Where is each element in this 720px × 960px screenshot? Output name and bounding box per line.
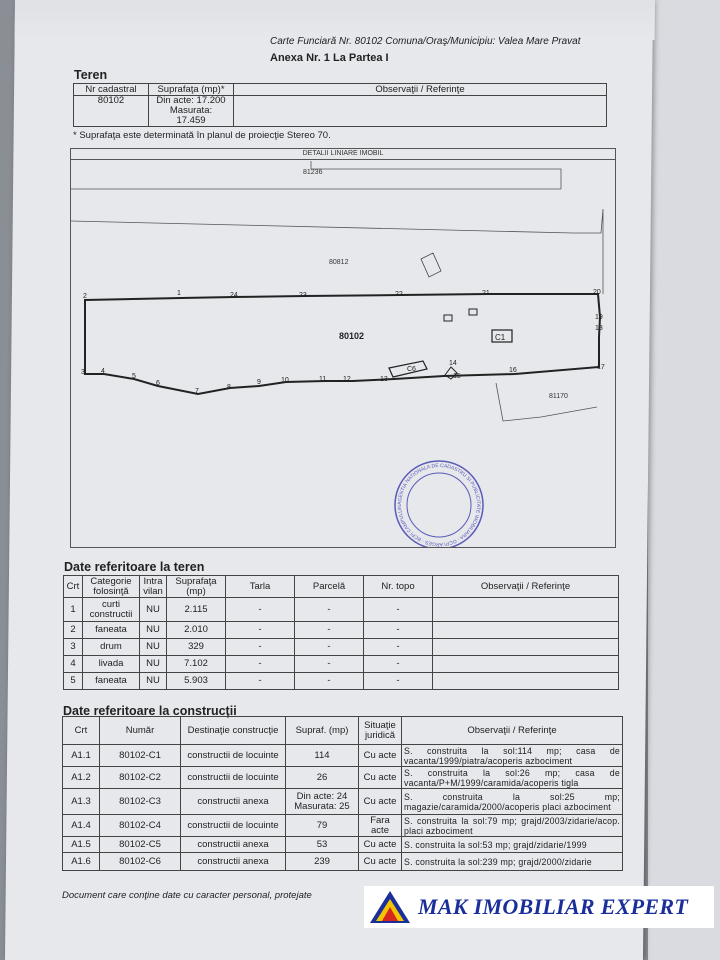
cell-obs: S. construita la sol:239 mp; grajd/2000/zidarie	[402, 853, 623, 871]
cell-obs	[433, 673, 619, 690]
teren-table	[73, 83, 607, 127]
cell-destinatie: constructii anexa	[181, 837, 286, 853]
point-labels	[81, 289, 605, 395]
cell-obs: S. construita la sol:114 mp; casa de vacanta/1999/piatra/acoperis azbociment	[402, 745, 623, 767]
constructie-row	[63, 815, 623, 837]
point-21: 21	[482, 290, 490, 297]
cell-obs: S. construita la sol:25 mp; magazie/caramida/2000/acoperis placi azbociment	[402, 789, 623, 815]
suprafata-cell	[149, 96, 234, 127]
cell-obs: S. construita la sol:79 mp; grajd/2003/zidarie/acop. placi azbociment	[402, 815, 623, 837]
adjacent-page	[648, 0, 720, 960]
point-23: 23	[299, 292, 307, 299]
carte-funciara-header: Carte Funciară Nr. 80102 Comuna/Oraş/Municipiu: Valea Mare Pravat	[270, 36, 581, 47]
building-c4	[469, 309, 477, 315]
cell-parcela: -	[295, 598, 364, 622]
point-15: 15	[453, 373, 461, 380]
cell-categorie: drum	[83, 639, 140, 656]
cell-topo: -	[364, 598, 433, 622]
point-1: 1	[177, 290, 181, 297]
point-4: 4	[101, 368, 105, 375]
point-5: 5	[132, 373, 136, 380]
cell-intravilan: NU	[140, 598, 167, 622]
cell-obs	[433, 639, 619, 656]
cell-crt: A1.4	[63, 815, 100, 837]
cell-categorie: faneata	[83, 622, 140, 639]
point-3: 3	[81, 369, 85, 376]
point-6: 6	[156, 380, 160, 387]
cell-situatie: Cu acte	[359, 837, 402, 853]
cell-topo: -	[364, 673, 433, 690]
cell-parcela: -	[295, 622, 364, 639]
col-observatii: Observaţii / Referinţe	[433, 576, 619, 598]
cell-topo: -	[364, 656, 433, 673]
constructie-row	[63, 745, 623, 767]
col-observatii: Observaţii / Referinţe	[402, 717, 623, 745]
col-crt: Crt	[64, 576, 83, 598]
col-observatii: Observaţii / Referinţe	[234, 84, 607, 96]
cell-tarla: -	[226, 639, 295, 656]
col-suprafata: Suprafaţa (mp)*	[149, 84, 234, 96]
building-c3	[444, 315, 452, 321]
label-81170: 81170	[549, 393, 568, 400]
point-24: 24	[230, 292, 238, 299]
date-constructii-table	[62, 716, 623, 871]
cell-situatie: Cu acte	[359, 767, 402, 789]
cell-categorie: faneata	[83, 673, 140, 690]
plan-title: DETALII LINIARE IMOBIL	[71, 149, 615, 160]
cell-tarla: -	[226, 598, 295, 622]
building-80812	[421, 253, 441, 277]
cell-crt: A1.2	[63, 767, 100, 789]
constructie-row	[63, 767, 623, 789]
plan-svg	[71, 149, 615, 547]
constructie-row	[63, 837, 623, 853]
cell-situatie: Cu acte	[359, 745, 402, 767]
cell-obs	[433, 656, 619, 673]
teren-table-row	[64, 598, 619, 622]
point-20: 20	[593, 289, 601, 296]
point-14: 14	[449, 360, 457, 367]
point-12: 12	[343, 376, 351, 383]
col-suprafata: Suprafaţa (mp)	[167, 576, 226, 598]
cell-crt: 1	[64, 598, 83, 622]
constructie-row	[63, 853, 623, 871]
cell-crt: 2	[64, 622, 83, 639]
col-destinatie: Destinaţie construcţie	[181, 717, 286, 745]
line-80812-east	[573, 209, 603, 294]
cell-tarla: -	[226, 673, 295, 690]
cell-destinatie: constructii de locuinte	[181, 745, 286, 767]
brand-logo[interactable]	[364, 886, 714, 928]
point-17: 17	[597, 364, 605, 371]
cell-crt: A1.6	[63, 853, 100, 871]
point-2: 2	[83, 293, 87, 300]
date-teren-header-row	[64, 576, 619, 598]
suprafata-acte: Din acte: 17.200	[156, 95, 226, 106]
point-9: 9	[257, 379, 261, 386]
col-topo: Nr. topo	[364, 576, 433, 598]
stamp-outer	[395, 461, 483, 547]
col-crt: Crt	[63, 717, 100, 745]
point-13: 13	[380, 376, 388, 383]
cell-suprafata: 2.115	[167, 598, 226, 622]
brand-triangle-icon	[368, 889, 412, 925]
teren-table-row	[64, 622, 619, 639]
date-constructii-header-row	[63, 717, 623, 745]
cell-numar: 80102-C1	[100, 745, 181, 767]
anexa-title: Anexa Nr. 1 La Partea I	[270, 52, 389, 64]
date-constructii-title: Date referitoare la construcţii	[63, 704, 237, 718]
point-11: 11	[319, 376, 327, 383]
cell-crt: 5	[64, 673, 83, 690]
boundary-81170	[496, 383, 597, 421]
teren-observatii-value	[234, 96, 607, 127]
cell-destinatie: constructii anexa	[181, 789, 286, 815]
teren-table-row	[64, 639, 619, 656]
label-81236: 81236	[303, 169, 323, 176]
label-80102: 80102	[339, 331, 365, 341]
cell-crt: A1.5	[63, 837, 100, 853]
cell-obs: S. construita la sol:53 mp; grajd/zidarie/1999	[402, 837, 623, 853]
cell-parcela: -	[295, 639, 364, 656]
cell-intravilan: NU	[140, 673, 167, 690]
col-categorie: Categorie folosinţă	[83, 576, 140, 598]
cell-intravilan: NU	[140, 622, 167, 639]
cell-destinatie: constructii de locuinte	[181, 815, 286, 837]
cell-numar: 80102-C4	[100, 815, 181, 837]
disclaimer-text: Document care conţine date cu caracter personal, protejate	[62, 890, 312, 901]
cell-destinatie: constructii anexa	[181, 853, 286, 871]
cell-suprafata: 2.010	[167, 622, 226, 639]
projection-note: * Suprafaţa este determinată în planul de proiecţie Stereo 70.	[73, 130, 331, 141]
cell-crt: 3	[64, 639, 83, 656]
cell-intravilan: NU	[140, 656, 167, 673]
cell-destinatie: constructii de locuinte	[181, 767, 286, 789]
teren-data-row	[74, 96, 607, 127]
teren-table-row	[64, 656, 619, 673]
plan-drawing	[70, 148, 616, 548]
col-tarla: Tarla	[226, 576, 295, 598]
suprafata-masurata-label: Masurata:	[169, 105, 213, 116]
point-16: 16	[509, 367, 517, 374]
cell-categorie: curti constructii	[83, 598, 140, 622]
cell-numar: 80102-C6	[100, 853, 181, 871]
cell-tarla: -	[226, 622, 295, 639]
cell-crt: A1.1	[63, 745, 100, 767]
cell-intravilan: NU	[140, 639, 167, 656]
point-18: 18	[595, 325, 603, 332]
cell-suprafata: 5.903	[167, 673, 226, 690]
boundary-81236	[311, 161, 561, 189]
cell-situatie: Cu acte	[359, 789, 402, 815]
cell-supraf: 114	[286, 745, 359, 767]
cell-situatie: Fara acte	[359, 815, 402, 837]
cell-tarla: -	[226, 656, 295, 673]
cell-supraf: 53	[286, 837, 359, 853]
label-80812: 80812	[329, 259, 349, 266]
cell-supraf: 79	[286, 815, 359, 837]
teren-section-title: Teren	[74, 68, 108, 82]
col-intravilan: Intra vilan	[140, 576, 167, 598]
constructie-row	[63, 789, 623, 815]
point-22: 22	[395, 291, 403, 298]
cell-obs: S. construita la sol:26 mp; casa de vacanta/P+M/1999/caramida/acoperis tigla	[402, 767, 623, 789]
col-numar: Număr	[100, 717, 181, 745]
suprafata-masurata-value: 17.459	[176, 115, 206, 126]
cell-parcela: -	[295, 656, 364, 673]
cell-supraf: 239	[286, 853, 359, 871]
cell-suprafata: 329	[167, 639, 226, 656]
cell-obs	[433, 622, 619, 639]
cell-numar: 80102-C3	[100, 789, 181, 815]
col-nr-cadastral: Nr cadastral	[74, 84, 149, 96]
label-c6: C6	[407, 366, 416, 373]
teren-table-row	[64, 673, 619, 690]
cell-obs	[433, 598, 619, 622]
nr-cadastral-value: 80102	[74, 96, 149, 127]
cell-topo: -	[364, 639, 433, 656]
brand-name: MAK IMOBILIAR EXPERT	[418, 894, 689, 919]
date-teren-table	[63, 575, 619, 690]
cell-parcela: -	[295, 673, 364, 690]
cell-crt: A1.3	[63, 789, 100, 815]
point-10: 10	[281, 377, 289, 384]
label-c1: C1	[495, 333, 506, 342]
col-parcela: Parcelă	[295, 576, 364, 598]
date-teren-title: Date referitoare la teren	[64, 560, 205, 574]
cell-topo: -	[364, 622, 433, 639]
stamp-text: AGENTIA NATIONALA DE CADASTRU SI PUBLICITATE IMOBILIARA - OCPI ARGES - BCPI CAMPULUN	[396, 462, 482, 547]
teren-header-row	[74, 84, 607, 96]
cell-numar: 80102-C2	[100, 767, 181, 789]
cell-situatie: Cu acte	[359, 853, 402, 871]
cell-numar: 80102-C5	[100, 837, 181, 853]
line-80812-north	[71, 221, 573, 233]
cell-supraf: 26	[286, 767, 359, 789]
cell-supraf: Din acte: 24 Masurata: 25	[286, 789, 359, 815]
cell-categorie: livada	[83, 656, 140, 673]
cell-suprafata: 7.102	[167, 656, 226, 673]
point-7: 7	[195, 388, 199, 395]
point-8: 8	[227, 384, 231, 391]
point-19: 19	[595, 314, 603, 321]
stamp-inner	[407, 473, 471, 537]
col-supraf: Supraf. (mp)	[286, 717, 359, 745]
cell-crt: 4	[64, 656, 83, 673]
col-situatie: Situaţie juridică	[359, 717, 402, 745]
page-fold	[15, 0, 655, 40]
